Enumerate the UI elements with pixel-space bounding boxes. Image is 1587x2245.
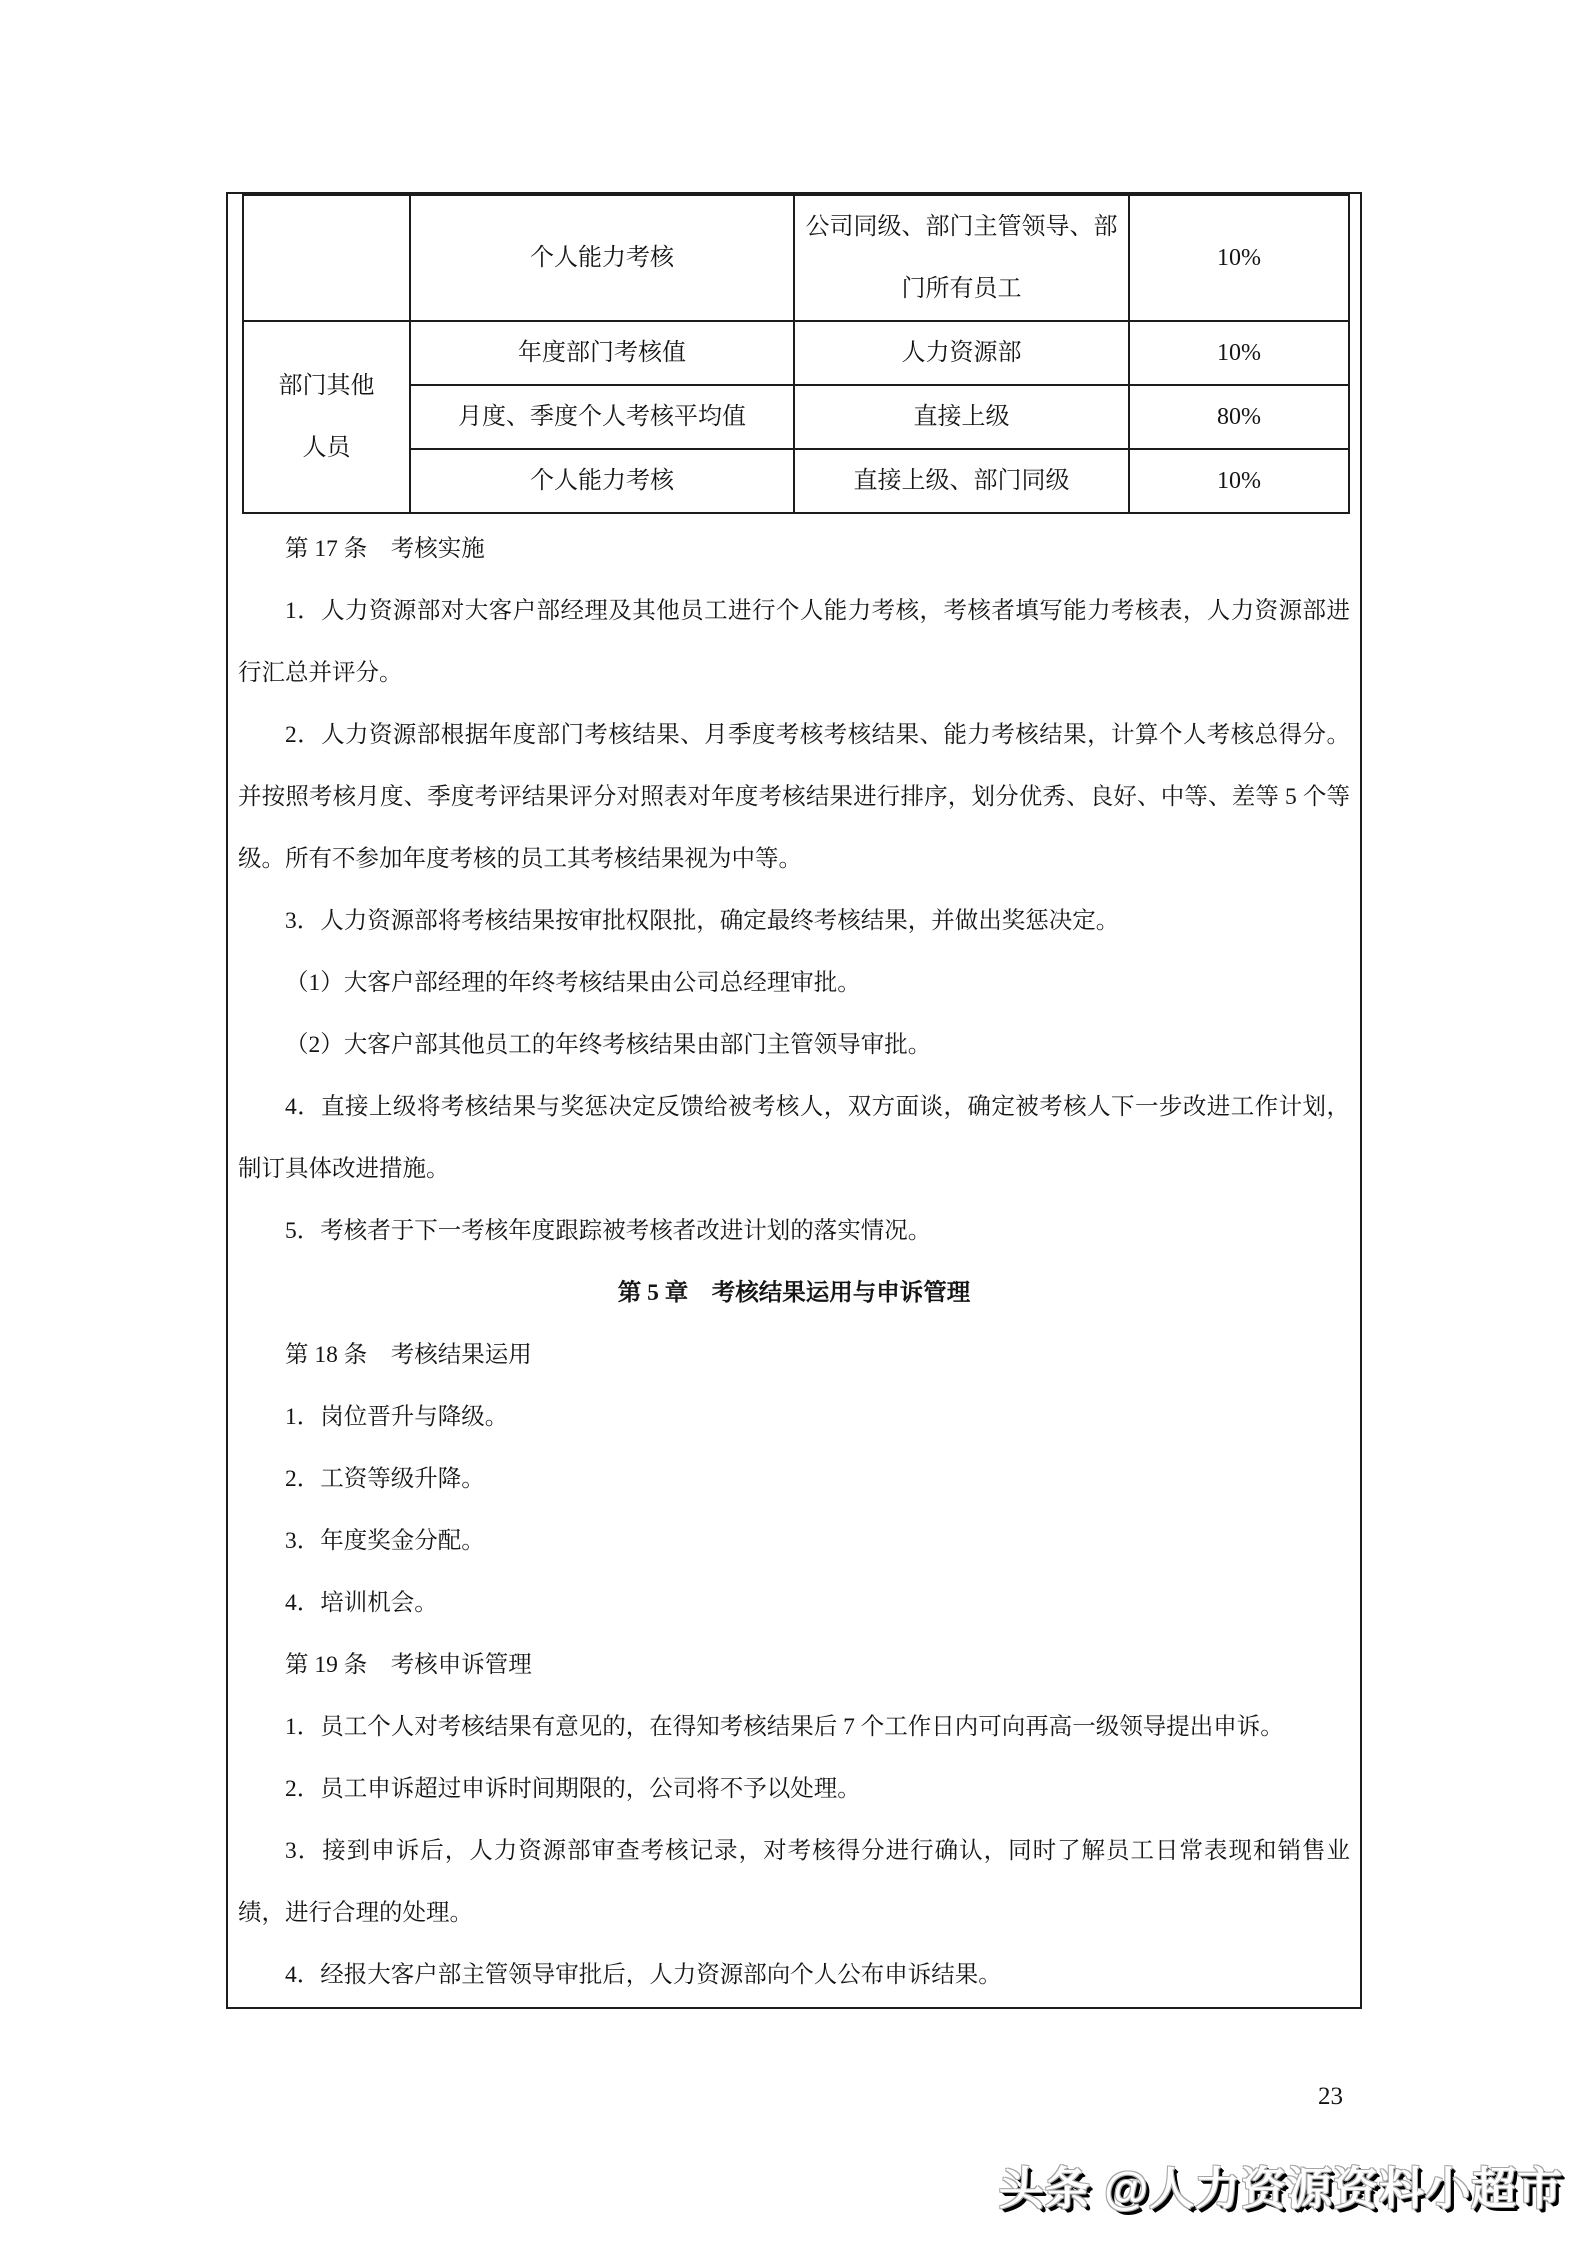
table-row [243,195,1349,321]
cell-assessor: 公司同级、部门主管领导、部门所有员工 [794,195,1129,321]
article-18-item-4: 4．培训机会。 [285,1590,438,1616]
cell-weight: 10% [1129,449,1349,513]
assessment-weight-table [242,194,1350,514]
article-18-item-2: 2．工资等级升降。 [285,1466,485,1492]
article-18-item-3: 3．年度奖金分配。 [285,1528,485,1554]
cell-item: 个人能力考核 [410,449,794,513]
cell-assessor: 直接上级、部门同级 [794,449,1129,513]
article-17-heading: 第 17 条 考核实施 [285,536,485,562]
body-text [238,518,1350,2006]
article-17-item-3: 3．人力资源部将考核结果按审批权限批，确定最终考核结果，并做出奖惩决定。 [285,908,1120,934]
article-19-item-3: 3．接到申诉后，人力资源部审查考核记录，对考核得分进行确认，同时了解员工日常表现和销售业绩，进行合理的处理。 [238,1838,1350,1926]
watermark: 头条 @人力资源资料小超市 [998,2163,1563,2214]
article-18-item-1: 1．岗位晋升与降级。 [285,1404,509,1430]
article-17-item-4: 4．直接上级将考核结果与奖惩决定反馈给被考核人，双方面谈，确定被考核人下一步改进工作计划，制订具体改进措施。 [238,1094,1350,1182]
article-17-item-3-sub-1: （1）大客户部经理的年终考核结果由公司总经理审批。 [285,970,861,996]
article-19-item-2: 2．员工申诉超过申诉时间期限的，公司将不予以处理。 [285,1776,861,1802]
table-row [243,321,1349,385]
cell-weight: 10% [1129,321,1349,385]
article-17-item-1: 1．人力资源部对大客户部经理及其他员工进行个人能力考核，考核者填写能力考核表，人力资源部进行汇总并评分。 [238,598,1350,686]
article-17-item-2: 2．人力资源部根据年度部门考核结果、月季度考核考核结果、能力考核结果，计算个人考核总得分。并按照考核月度、季度考评结果评分对照表对年度考核结果进行排序，划分优秀、良好、中等、差等 5 个等级。所有不参加年度考核的员工其考核结果视为中等。 [238,722,1350,872]
article-19-heading: 第 19 条 考核申诉管理 [285,1652,532,1678]
cell-assessor: 人力资源部 [794,321,1129,385]
article-19-item-4: 4．经报大客户部主管领导审批后，人力资源部向个人公布申诉结果。 [285,1962,1002,1988]
cell-assessor: 直接上级 [794,385,1129,449]
article-17-item-3-sub-2: （2）大客户部其他员工的年终考核结果由部门主管领导审批。 [285,1032,932,1058]
cell-group: 部门其他人员 [243,321,410,513]
chapter-5-heading: 第 5 章 考核结果运用与申诉管理 [617,1280,971,1306]
cell-group-empty [243,195,410,321]
page-number: 23 [1318,2083,1343,2110]
article-18-heading: 第 18 条 考核结果运用 [285,1342,532,1368]
article-17-item-5: 5．考核者于下一考核年度跟踪被考核者改进计划的落实情况。 [285,1218,932,1244]
cell-item: 个人能力考核 [410,195,794,321]
article-19-item-1: 1．员工个人对考核结果有意见的，在得知考核结果后 7 个工作日内可向再高一级领导提出申诉。 [285,1714,1284,1740]
cell-item: 年度部门考核值 [410,321,794,385]
cell-weight: 80% [1129,385,1349,449]
cell-item: 月度、季度个人考核平均值 [410,385,794,449]
page-border-frame [226,192,1362,2009]
cell-weight: 10% [1129,195,1349,321]
